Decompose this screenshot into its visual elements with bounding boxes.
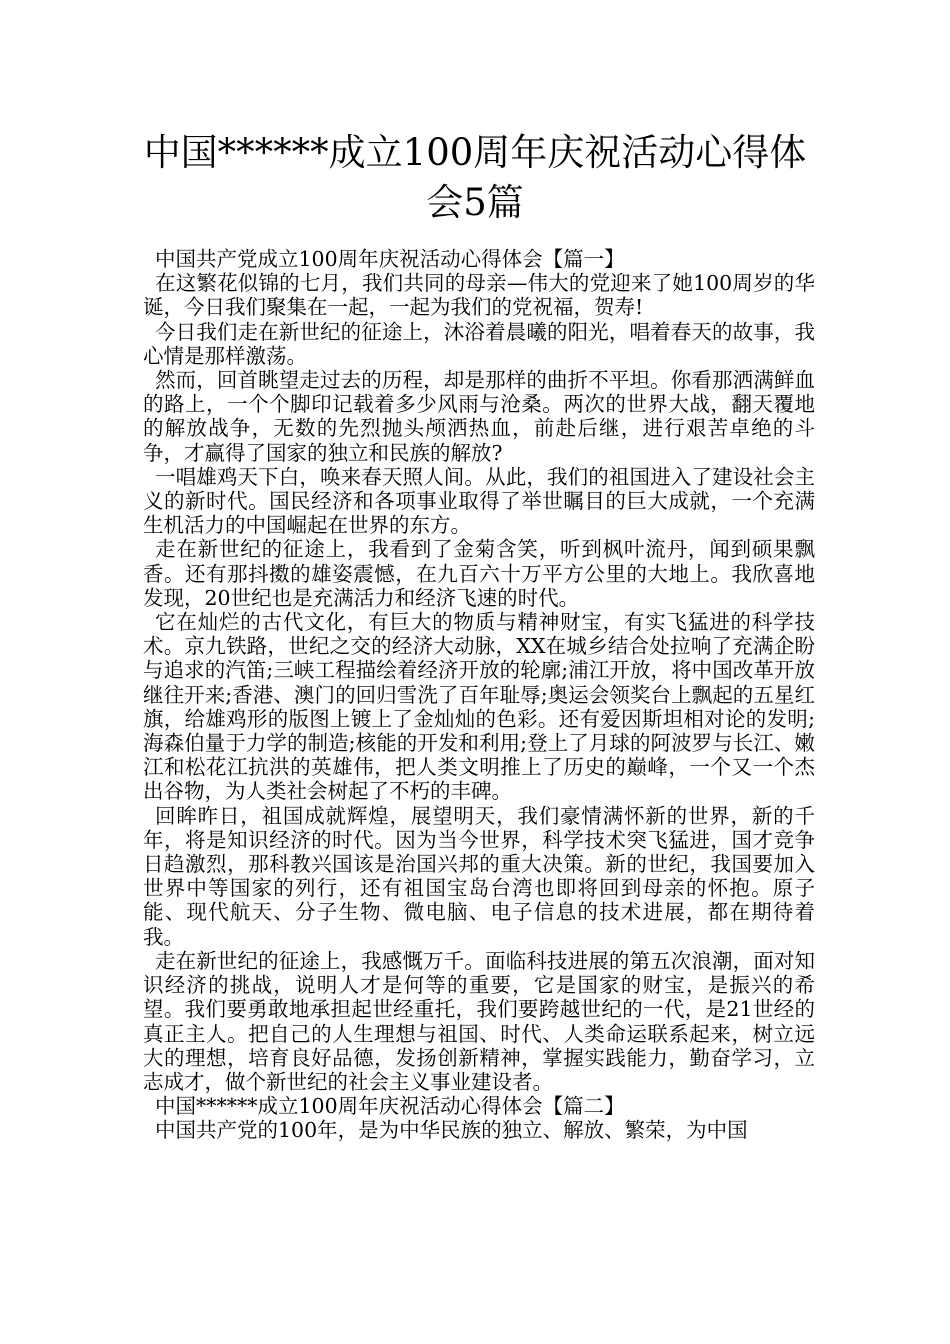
- paragraph: 回眸昨日，祖国成就辉煌，展望明天，我们豪情满怀新的世界，新的千年，将是知识经济的时代。因为当今世界，科学技术突飞猛进，国才竞争日趋激烈，那科教兴国该是治国兴邦的重大决策。新的世纪，我国要加入世界中等国家的列行，还有祖国宝岛台湾也即将回到母亲的怀抱。原子能、现代航天、分子生物、微电脑、电子信息的技术进展，都在期待着我。: [143, 803, 815, 949]
- paragraph: 它在灿烂的古代文化，有巨大的物质与精神财宝，有实飞猛进的科学技术。京九铁路，世纪之交的经济大动脉，XX在城乡结合处拉响了充满企盼与追求的汽笛;三峡工程描绘着经济开放的轮廓;浦江开放，将中国改革开放继往开来;香港、澳门的回归雪洗了百年耻辱;奥运会领奖台上飘起的五星红旗，给雄鸡形的版图上镀上了金灿灿的色彩。还有爱因斯坦相对论的发明;海森伯量于力学的制造;核能的开发和利用;登上了月球的阿波罗与长江、嫩江和松花江抗洪的英雄伟，把人类文明推上了历史的巅峰，一个又一个杰出谷物，为人类社会树起了不朽的丰碑。: [143, 610, 815, 804]
- section-heading-2: 中国******成立100周年庆祝活动心得体会【篇二】: [155, 1094, 625, 1119]
- paragraph: 走在新世纪的征途上，我感慨万千。面临科技进展的第五次浪潮，面对知识经济的挑战，说明人才是何等的重要，它是国家的财宝，是振兴的希望。我们要勇敢地承担起世经重托，我们要跨越世纪的一代，是21世经的真正主人。把自己的人生理想与祖国、时代、人类命运联系起来，树立远大的理想，培育良好品德，发扬创新精神，掌握实践能力，勤奋学习，立志成才，做个新世纪的社会主义事业建设者。: [143, 948, 815, 1094]
- paragraph: 一唱雄鸡天下白，唤来春天照人间。从此，我们的祖国进入了建设社会主义的新时代。国民经济和各项事业取得了举世瞩目的巨大成就，一个充满生机活力的中国崛起在世界的东方。: [143, 464, 815, 538]
- section-heading-1: 中国共产党成立100周年庆祝活动心得体会【篇一】: [155, 247, 625, 271]
- paragraph: 走在新世纪的征途上，我看到了金菊含笑，听到枫叶流丹，闻到硕果飘香。还有那抖擞的雄姿震憾，在九百六十万平方公里的大地上。我欣喜地发现，20世纪也是充满活力和经济飞速的时代。: [143, 537, 815, 610]
- paragraph: 然而，回首眺望走过去的历程，却是那样的曲折不平坦。你看那洒满鲜血的路上，一个个脚印记载着多少风雨与沧桑。两次的世界大战，翻天覆地的解放战争，无数的先烈抛头颅洒热血，前赴后继，进行艰苦卓绝的斗争，才赢得了国家的独立和民族的解放?: [143, 368, 815, 465]
- paragraph: 今日我们走在新世纪的征途上，沐浴着晨曦的阳光，唱着春天的故事，我心情是那样激荡。: [143, 319, 815, 368]
- paragraph: 在这繁花似锦的七月，我们共同的母亲—伟大的党迎来了她100周岁的华诞，今日我们聚集在一起，一起为我们的党祝福，贺寿!: [143, 271, 815, 320]
- document-body: [143, 247, 815, 1143]
- title-line-1: 中国******成立100周年庆祝活动心得体: [143, 131, 807, 174]
- document-title: [120, 128, 830, 228]
- title-line-2: 会5篇: [426, 181, 524, 224]
- paragraph: 中国共产党的100年，是为中华民族的独立、解放、繁荣，为中国: [155, 1118, 748, 1143]
